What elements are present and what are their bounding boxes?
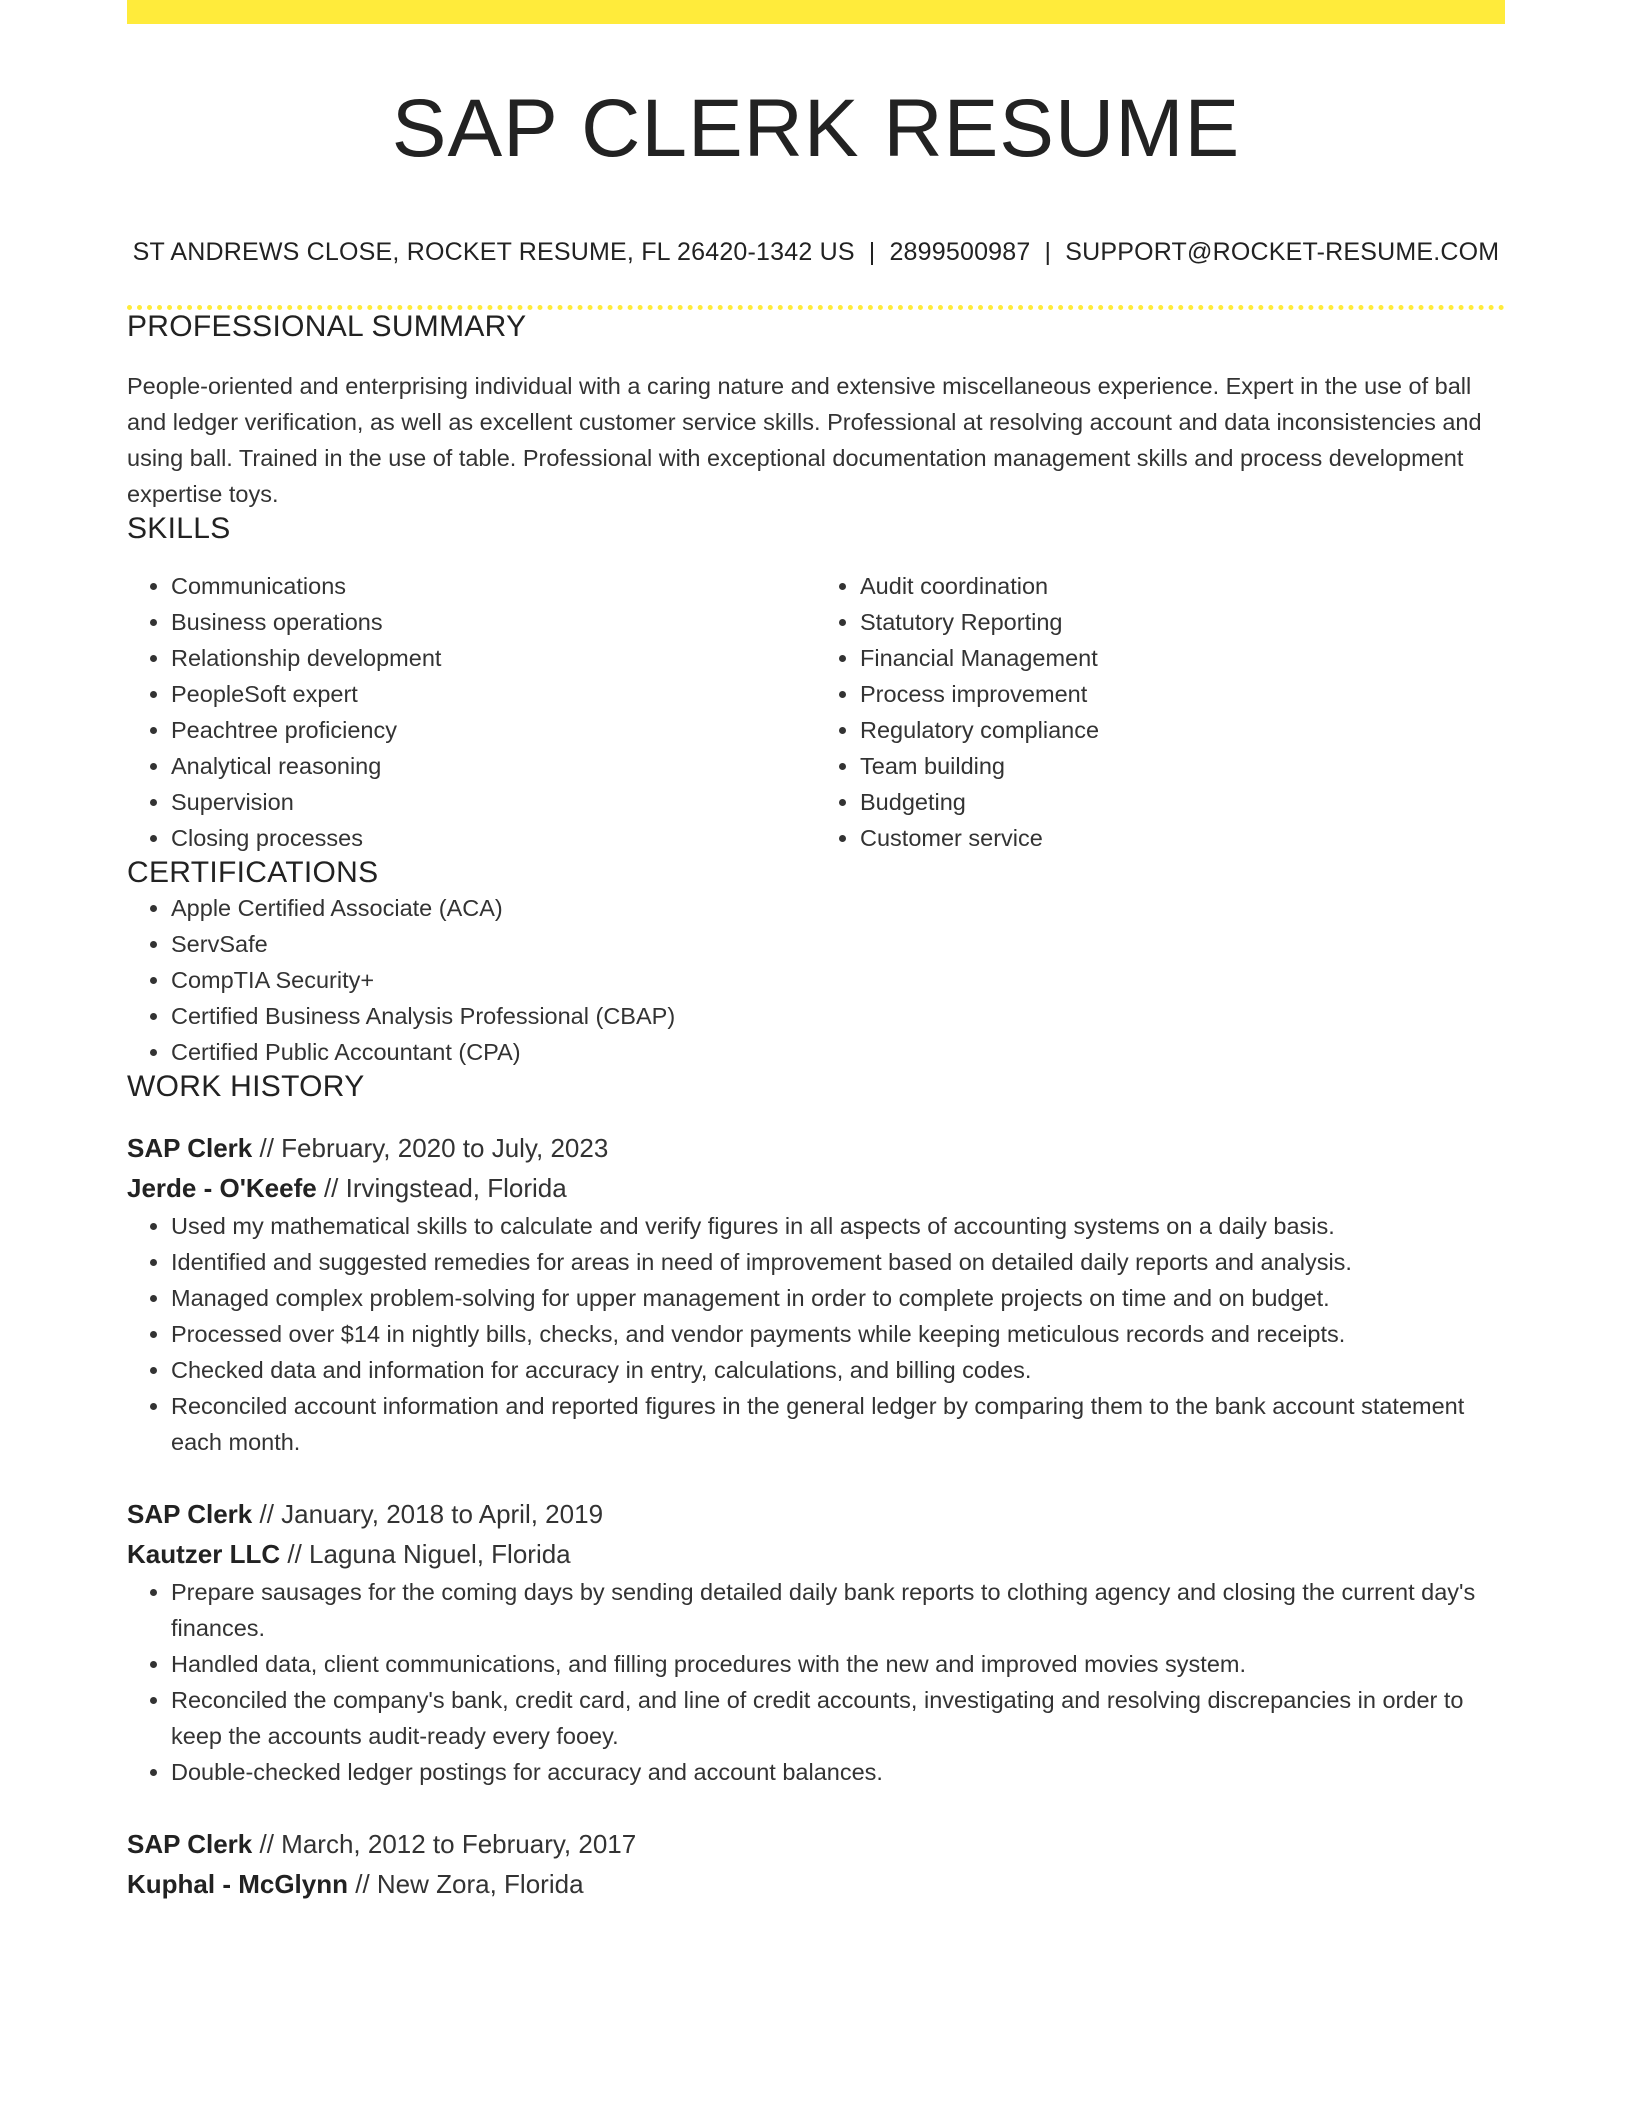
- resume-page: [127, 0, 1505, 1904]
- skill-item: • Analytical reasoning: [171, 748, 816, 784]
- skill-item: • Regulatory compliance: [860, 712, 1505, 748]
- job-company-line: [127, 1168, 1505, 1208]
- job-entry: [127, 1494, 1505, 1790]
- skill-item: • Budgeting: [860, 784, 1505, 820]
- skill-item: • Audit coordination: [860, 568, 1505, 604]
- skill-item: • Process improvement: [860, 676, 1505, 712]
- job-separator: //: [252, 1829, 282, 1860]
- skill-item: • PeopleSoft expert: [171, 676, 816, 712]
- job-company: Jerde - O'Keefe: [127, 1173, 317, 1204]
- skill-item: • Financial Management: [860, 640, 1505, 676]
- summary-heading: PROFESSIONAL SUMMARY: [127, 310, 527, 344]
- work-history-list: [127, 1128, 1505, 1904]
- job-duty-item: • Handled data, client communications, and filling procedures with the new and improved movies system.: [171, 1646, 1505, 1682]
- skills-left-column: [127, 568, 816, 856]
- job-duty-item: • Reconciled the company's bank, credit card, and line of credit accounts, investigating and resolving discrepancies in order to keep the accounts audit-ready every fooey.: [171, 1682, 1505, 1754]
- job-duty-item: • Identified and suggested remedies for areas in need of improvement based on detailed daily reports and analysis.: [171, 1244, 1505, 1280]
- skills-heading: SKILLS: [127, 512, 231, 546]
- job-company-line: [127, 1534, 1505, 1574]
- skill-item: • Statutory Reporting: [860, 604, 1505, 640]
- job-duty-item: • Processed over $14 in nightly bills, checks, and vendor payments while keeping meticulous records and receipts.: [171, 1316, 1505, 1352]
- skill-item: • Business operations: [171, 604, 816, 640]
- job-role: SAP Clerk: [127, 1133, 253, 1164]
- skill-item: • Customer service: [860, 820, 1505, 856]
- contact-address: ST ANDREWS CLOSE, ROCKET RESUME, FL 26420-1342 US: [132, 238, 855, 267]
- skills-columns: [127, 568, 1505, 856]
- top-accent-bar: [127, 0, 1505, 24]
- contact-phone: 2899500987: [889, 238, 1031, 267]
- job-separator: //: [316, 1173, 346, 1204]
- job-duty-item: • Prepare sausages for the coming days by sending detailed daily bank reports to clothing agency and closing the current day's finances.: [171, 1574, 1505, 1646]
- job-role: SAP Clerk: [127, 1499, 253, 1530]
- contact-separator: |: [868, 238, 876, 267]
- job-entry: [127, 1128, 1505, 1460]
- contact-line: [127, 238, 1505, 267]
- job-duties-list: [127, 1208, 1505, 1460]
- job-duties-list: [127, 1574, 1505, 1790]
- certification-item: • Certified Business Analysis Professional (CBAP): [171, 998, 1505, 1034]
- skill-item: • Communications: [171, 568, 816, 604]
- resume-title: SAP CLERK RESUME: [391, 83, 1241, 174]
- job-company: Kautzer LLC: [127, 1539, 281, 1570]
- skill-item: • Closing processes: [171, 820, 816, 856]
- job-separator: //: [348, 1869, 377, 1900]
- job-role-line: [127, 1128, 1505, 1168]
- job-location: New Zora, Florida: [376, 1869, 584, 1900]
- certification-item: • Certified Public Accountant (CPA): [171, 1034, 1505, 1070]
- job-duty-item: • Reconciled account information and reported figures in the general ledger by comparing them to the bank account statement each month.: [171, 1388, 1505, 1460]
- skill-item: • Peachtree proficiency: [171, 712, 816, 748]
- job-company: Kuphal - McGlynn: [127, 1869, 348, 1900]
- job-duty-item: • Managed complex problem-solving for upper management in order to complete projects on time and on budget.: [171, 1280, 1505, 1316]
- work-history-heading: WORK HISTORY: [127, 1070, 365, 1104]
- job-role-line: [127, 1494, 1505, 1534]
- job-dates: February, 2020 to July, 2023: [281, 1133, 609, 1164]
- job-role: SAP Clerk: [127, 1829, 253, 1860]
- job-dates: March, 2012 to February, 2017: [281, 1829, 637, 1860]
- certification-item: • CompTIA Security+: [171, 962, 1505, 998]
- job-location: Irvingstead, Florida: [345, 1173, 567, 1204]
- skills-right-column: [816, 568, 1505, 856]
- summary-text: People-oriented and enterprising individual with a caring nature and extensive miscellaneous experience. Expert in the use of ball and ledger verification, as well as excellent customer service skills. Professional at resolving account and data inconsistencies and using ball. Trained in the use of table. Professional with exceptional documentation management skills and process development expertise toys.: [127, 373, 1482, 508]
- job-separator: //: [280, 1539, 310, 1570]
- skills-left-list: [127, 568, 816, 856]
- skill-item: • Team building: [860, 748, 1505, 784]
- job-dates: January, 2018 to April, 2019: [281, 1499, 604, 1530]
- job-duty-item: • Checked data and information for accuracy in entry, calculations, and billing codes.: [171, 1352, 1505, 1388]
- job-location: Laguna Niguel, Florida: [309, 1539, 571, 1570]
- skill-item: • Relationship development: [171, 640, 816, 676]
- job-role-line: [127, 1824, 1505, 1864]
- skills-right-list: [816, 568, 1505, 856]
- job-separator: //: [252, 1499, 282, 1530]
- job-entry: [127, 1824, 1505, 1904]
- certification-item: • ServSafe: [171, 926, 1505, 962]
- certification-item: • Apple Certified Associate (ACA): [171, 890, 1505, 926]
- contact-separator: |: [1044, 238, 1052, 267]
- skill-item: • Supervision: [171, 784, 816, 820]
- job-duty-item: • Double-checked ledger postings for accuracy and account balances.: [171, 1754, 1505, 1790]
- certifications-list: [127, 890, 1505, 1070]
- job-separator: //: [252, 1133, 282, 1164]
- job-duty-item: • Used my mathematical skills to calculate and verify figures in all aspects of accounting systems on a daily basis.: [171, 1208, 1505, 1244]
- certifications-heading: CERTIFICATIONS: [127, 856, 379, 890]
- job-company-line: [127, 1864, 1505, 1904]
- contact-email: SUPPORT@ROCKET-RESUME.COM: [1065, 238, 1500, 267]
